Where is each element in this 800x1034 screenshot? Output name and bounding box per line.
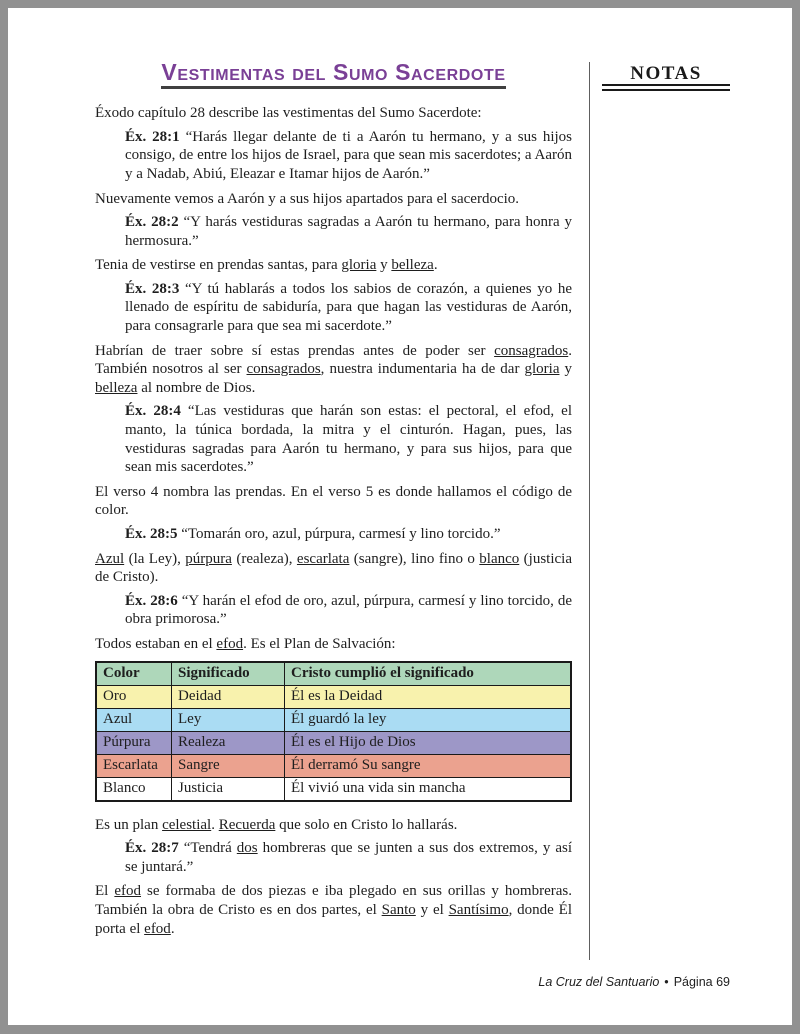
text-run: El [95, 883, 115, 900]
underlined-term: celestial [162, 816, 212, 833]
body-paragraph [95, 190, 572, 209]
underlined-term: efod [144, 920, 171, 937]
underlined-term: gloria [341, 257, 377, 274]
text-run: y [376, 257, 392, 274]
table-cell: Realeza [172, 731, 285, 754]
table-cell: Escarlata [96, 754, 172, 777]
table-cell: Ley [172, 708, 285, 731]
table-row [96, 708, 571, 731]
text-run: Éxodo capítulo 28 describe las vestimentas del Sumo Sacerdote: [95, 105, 482, 122]
table-row [96, 685, 571, 708]
table-cell: Él guardó la ley [285, 708, 572, 731]
table-cell: Él es el Hijo de Dios [285, 731, 572, 754]
text-run: y el [415, 901, 449, 918]
table-header-cell: Significado [172, 662, 285, 686]
body-paragraph [95, 550, 572, 587]
table-cell: Él es la Deidad [285, 685, 572, 708]
text-run: y [559, 361, 573, 378]
body-paragraph [95, 882, 572, 938]
color-symbolism-table [95, 661, 572, 802]
body-paragraph [95, 342, 572, 398]
page-title-text: Vestimentas del Sumo Sacerdote [161, 60, 505, 89]
table-header-row [96, 662, 571, 686]
text-run: “Y tú hablarás a todos los sabios de corazón, a quienes yo he llenado de espíritu de sabiduría, para que hagan las vestiduras de Aarón, para consagrarle para que sea mi sacerdote.” [125, 280, 572, 335]
text-run: (sangre), lino fino o [349, 550, 480, 567]
underlined-term: consagrados [494, 342, 569, 359]
verse-reference: Éx. 28:5 [125, 526, 178, 543]
notes-column-header [602, 64, 730, 91]
text-run: al nombre de Dios. [137, 379, 256, 396]
underlined-term: dos [236, 840, 258, 857]
text-run: “Tomarán oro, azul, púrpura, carmesí y lino torcido.” [177, 526, 501, 543]
table-row [96, 731, 571, 754]
body-paragraph [95, 816, 572, 835]
table-cell: Oro [96, 685, 172, 708]
underlined-term: Azul [95, 550, 125, 567]
text-run: . [211, 816, 219, 833]
text-run: se formaba de dos piezas e iba plegado en sus orillas y hombreras. También la obra de Cristo es en dos partes, el [95, 883, 572, 918]
scripture-quote [125, 592, 572, 629]
document-body [95, 104, 572, 938]
notes-column-divider [589, 62, 590, 960]
table-header-cell: Cristo cumplió el significado [285, 662, 572, 686]
scripture-quote [125, 525, 572, 544]
text-run: que solo en Cristo lo hallarás. [275, 816, 458, 833]
underlined-term: Recuerda [218, 816, 276, 833]
scripture-quote [125, 839, 572, 876]
underlined-term: belleza [391, 257, 434, 274]
text-run: “Tendrá [178, 840, 237, 857]
body-paragraph [95, 483, 572, 520]
footer-page-number: Página 69 [673, 975, 730, 989]
text-run: Habrían de traer sobre sí estas prendas antes de poder ser [95, 342, 495, 359]
text-run: Todos estaban en el [95, 635, 217, 652]
table-cell: Justicia [172, 777, 285, 801]
text-run: “Y harán el efod de oro, azul, púrpura, carmesí y lino torcido, de obra primorosa.” [125, 592, 572, 628]
text-run: Nuevamente vemos a Aarón y a sus hijos apartados para el sacerdocio. [95, 190, 520, 207]
table-row [96, 754, 571, 777]
underlined-term: efod [114, 883, 142, 900]
underlined-term: Santísimo [448, 901, 509, 918]
verse-reference: Éx. 28:6 [125, 592, 178, 609]
underlined-term: efod [216, 635, 244, 652]
text-run: Es un plan [95, 816, 163, 833]
text-run: . [433, 257, 438, 274]
scripture-quote [125, 128, 572, 184]
scripture-quote [125, 402, 572, 476]
document-page [8, 8, 792, 1025]
text-run: (justicia de Cristo). [95, 550, 572, 586]
text-run: , nuestra indumentaria ha de dar [320, 361, 525, 378]
table-cell: Blanco [96, 777, 172, 801]
text-run: “Y harás vestiduras sagradas a Aarón tu hermano, para honra y hermosura.” [125, 214, 572, 249]
text-run: . Es el Plan de Salvación: [243, 635, 396, 652]
underlined-term: púrpura [185, 550, 232, 567]
table-cell: Azul [96, 708, 172, 731]
text-run: El verso 4 nombra las prendas. En el verso 5 es donde hallamos el código de color. [95, 483, 572, 519]
underlined-term: gloria [524, 361, 560, 378]
text-run: “Las vestiduras que harán son estas: el pectoral, el efod, el manto, la túnica bordada, la mitra y el cinturón. Hagan, pues, las vestiduras sagradas para Aarón tu hermano, y para sus hijos, para que sean mis sacerdotes.” [125, 403, 573, 476]
body-paragraph [95, 256, 572, 275]
text-run: Tenia de vestirse en prendas santas, para [95, 257, 342, 274]
verse-reference: Éx. 28:3 [125, 280, 180, 297]
verse-reference: Éx. 28:2 [125, 214, 179, 231]
text-run: , donde Él porta el [95, 901, 572, 937]
text-run: hombreras que se junten a sus dos extremos, y así se juntará.” [125, 840, 572, 875]
body-paragraph [95, 104, 572, 123]
underlined-term: blanco [479, 550, 520, 567]
verse-reference: Éx. 28:7 [125, 840, 179, 857]
table-header-cell: Color [96, 662, 172, 686]
text-run: (la Ley), [124, 550, 186, 567]
table-cell: Púrpura [96, 731, 172, 754]
table-row [96, 777, 571, 801]
text-run: “Harás llegar delante de ti a Aarón tu hermano, y a sus hijos consigo, de entre los hijos de Israel, para que sean mis sacerdotes; a Aarón y a Nadab, Abiú, Eleazar e Itamar hijos de Aarón.” [125, 128, 573, 182]
table-cell: Él derramó Su sangre [285, 754, 572, 777]
text-run: . También nosotros al ser [95, 342, 572, 378]
scripture-quote [125, 213, 572, 250]
table-cell: Deidad [172, 685, 285, 708]
footer-separator: • [664, 975, 669, 989]
text-run: . [170, 920, 175, 937]
page-title [95, 60, 572, 89]
underlined-term: escarlata [296, 550, 350, 567]
underlined-term: Santo [381, 901, 416, 918]
verse-reference: Éx. 28:4 [125, 403, 181, 420]
text-run: (realeza), [231, 550, 297, 567]
underlined-term: belleza [95, 379, 138, 396]
verse-reference: Éx. 28:1 [125, 128, 180, 145]
table-cell: Él vivió una vida sin mancha [285, 777, 572, 801]
body-paragraph [95, 635, 572, 654]
underlined-term: consagrados [246, 361, 321, 378]
notes-header-label: NOTAS [630, 63, 702, 84]
main-content-column [95, 60, 572, 943]
scripture-quote [125, 280, 572, 336]
table-cell: Sangre [172, 754, 285, 777]
footer-book-title: La Cruz del Santuario [538, 975, 660, 989]
notes-header-double-rule [602, 84, 730, 91]
page-footer [538, 975, 730, 989]
